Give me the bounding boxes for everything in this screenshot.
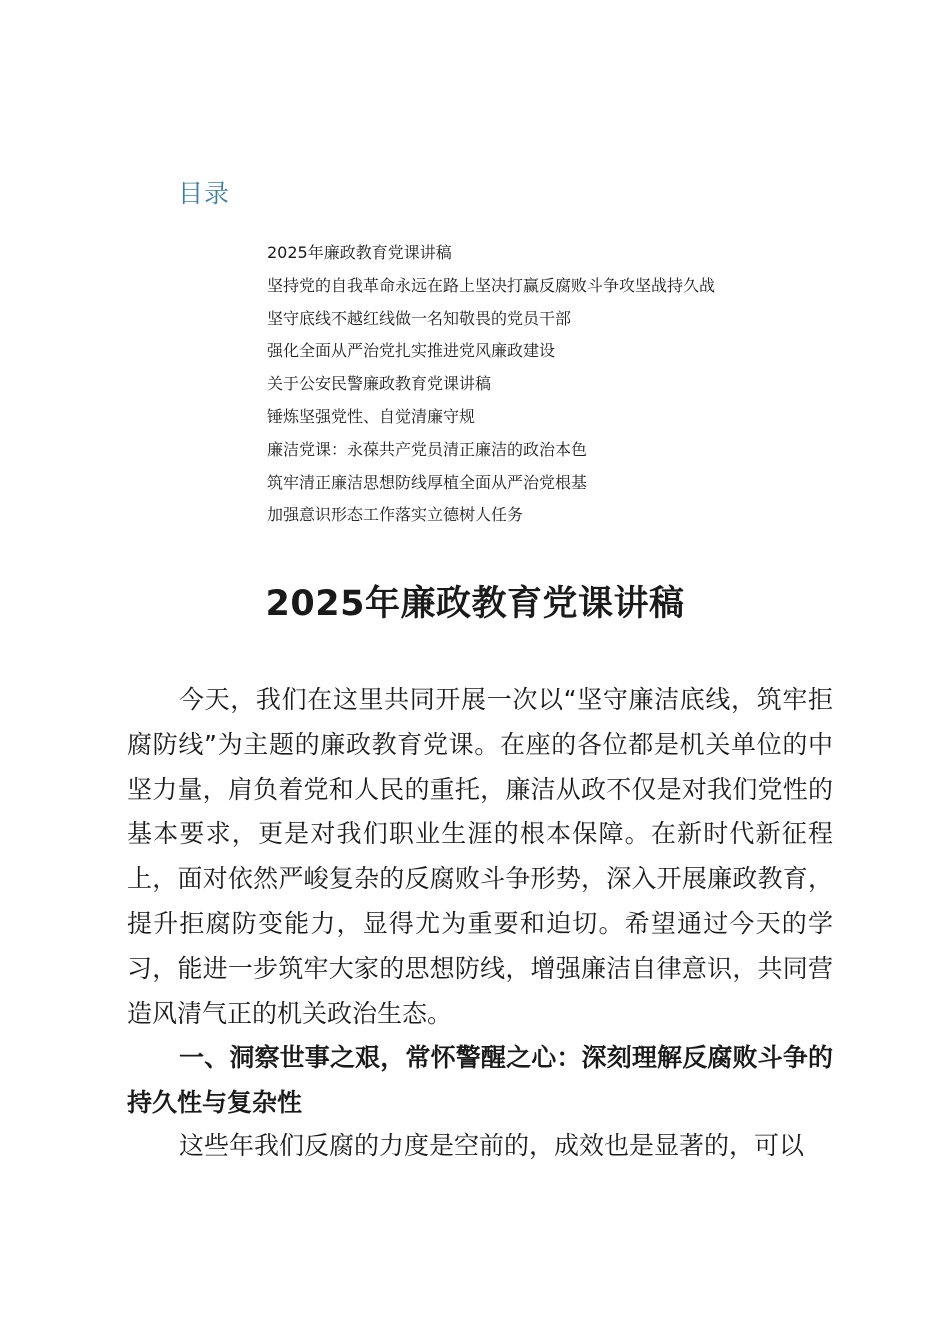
document-title: 2025年廉政教育党课讲稿 <box>265 584 685 624</box>
toc-item[interactable]: 锤炼坚强党性、自觉清廉守规 <box>267 406 476 426</box>
section-paragraph: 这些年我们反腐的力度是空前的，成效也是显著的，可以 <box>179 1131 805 1160</box>
toc-heading: 目录 <box>178 179 231 208</box>
toc-item[interactable]: 坚守底线不越红线做一名知敬畏的党员干部 <box>267 308 572 328</box>
toc-item[interactable]: 筑牢清正廉洁思想防线厚植全面从严治党根基 <box>267 472 588 492</box>
toc-item[interactable]: 廉洁党课：永葆共产党员清正廉洁的政治本色 <box>267 439 588 459</box>
toc-item[interactable]: 强化全面从严治党扎实推进党风廉政建设 <box>267 341 556 361</box>
intro-paragraph: 今天，我们在这里共同开展一次以“坚守廉洁底线，筑牢拒腐防线”为主题的廉政教育党课。在座的各位都是机关单位的中坚力量，肩负着党和人民的重托，廉洁从政不仅是对我们党性的基本要求，更是对我们职业生涯的根本保障。在新时代新征程上，面对依然严峻复杂的反腐败斗争形势，深入开展廉政教育，提升拒腐防变能力，显得尤为重要和迫切。希望通过今天的学习，能进一步筑牢大家的思想防线，增强廉洁自律意识，共同营造风清气正的机关政治生态。 <box>127 685 833 1028</box>
toc-item[interactable]: 加强意识形态工作落实立德树人任务 <box>267 505 524 525</box>
toc-item[interactable]: 2025年廉政教育党课讲稿 <box>267 243 452 262</box>
toc-item[interactable]: 坚持党的自我革命永远在路上坚决打赢反腐败斗争攻坚战持久战 <box>267 275 716 295</box>
table-of-contents <box>267 237 715 532</box>
toc-item[interactable]: 关于公安民警廉政教育党课讲稿 <box>267 374 492 394</box>
section-heading: 一、洞察世事之艰，常怀警醒之心：深刻理解反腐败斗争的持久性与复杂性 <box>127 1043 833 1117</box>
